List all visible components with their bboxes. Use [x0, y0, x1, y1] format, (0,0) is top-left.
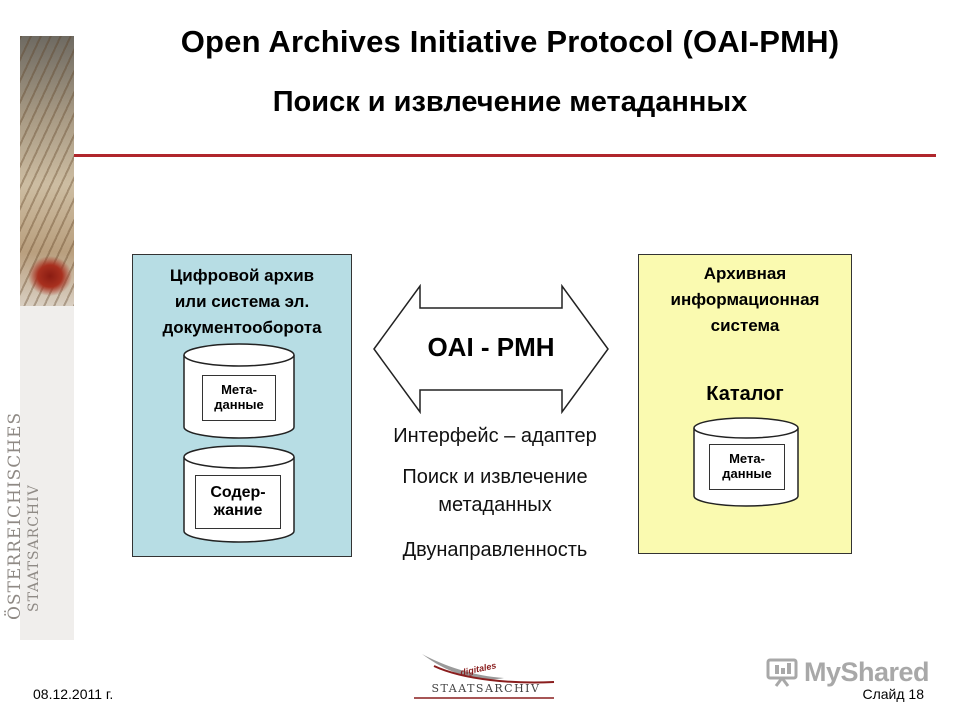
protocol-label: OAI - PMH — [427, 332, 555, 362]
metadata-label-line: данные — [214, 397, 264, 412]
catalog-metadata-label-line: данные — [722, 466, 772, 481]
side-logo-line1: ÖSTERREICHISCHES — [5, 411, 25, 620]
digital-archive-title-line: или система эл. — [174, 292, 310, 311]
staatsarchiv-logo — [404, 652, 564, 702]
metadata-label — [202, 375, 276, 421]
catalog-metadata-label — [709, 444, 785, 490]
catalog-metadata-cylinder — [693, 417, 799, 507]
slide-date: 08.12.2011 г. — [33, 686, 114, 702]
digital-archive-title — [133, 263, 351, 341]
watermark-text: MyShared — [804, 656, 930, 687]
archival-system-title — [639, 261, 851, 339]
digital-archive-box — [132, 254, 352, 557]
slide-number: Слайд 18 — [862, 686, 924, 702]
slide-subtitle: Поиск и извлечение метаданных — [272, 86, 748, 118]
metadata-cylinder — [183, 343, 295, 439]
feature-interface: Интерфейс – адаптер — [393, 425, 597, 447]
archival-system-title-line: Архивная — [703, 264, 787, 283]
content-label-line: Содер- — [210, 483, 266, 501]
content-label — [195, 475, 281, 529]
slide-title: Open Archives Initiative Protocol (OAI-PMH) — [180, 24, 840, 59]
metadata-label-line: Мета- — [221, 382, 257, 398]
archival-system-box — [638, 254, 852, 554]
catalog-label: Каталог — [706, 383, 784, 405]
title-divider — [74, 154, 936, 157]
digital-archive-title-line: Цифровой архив — [169, 266, 315, 285]
logo-subtitle: digitales — [459, 660, 498, 678]
presentation-icon — [766, 657, 798, 687]
archival-system-title-line: информационная — [670, 290, 820, 309]
feature-harvest-cont: метаданных — [438, 494, 552, 516]
archive-photo — [20, 36, 74, 306]
feature-bidirectional: Двунаправленность — [402, 539, 588, 561]
catalog-metadata-label-line: Мета- — [729, 451, 765, 467]
content-cylinder — [183, 445, 295, 543]
content-label-line: жание — [213, 502, 263, 519]
archival-system-title-line: система — [710, 316, 780, 335]
side-logo-line2: STAATSARCHIV — [26, 484, 42, 612]
logo-name: STAATSARCHIV — [431, 682, 541, 695]
digital-archive-title-line: документооборота — [162, 318, 322, 337]
feature-harvest: Поиск и извлечение — [402, 466, 588, 488]
myshared-watermark — [766, 656, 936, 688]
side-logo — [6, 360, 52, 620]
